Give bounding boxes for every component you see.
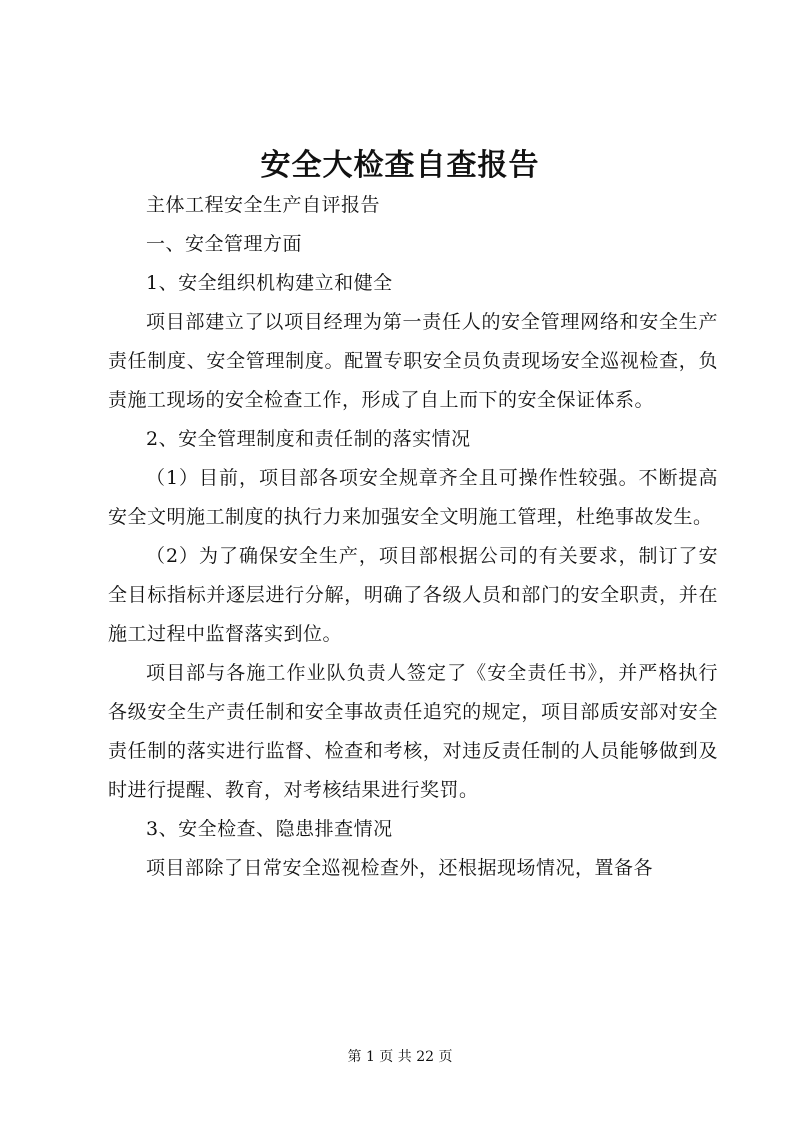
document-title: 安全大检查自查报告 (260, 148, 540, 183)
document-body (108, 186, 718, 888)
paragraph-body-2: （1）目前，项目部各项安全规章齐全且可操作性较强。不断提高安全文明施工制度的执行力来加强安全文明施工管理，杜绝事故发生。 (108, 467, 718, 528)
paragraph-body-5: 项目部除了日常安全巡视检查外，还根据现场情况，置备各 (146, 857, 654, 879)
paragraph-body-1: 项目部建立了以项目经理为第一责任人的安全管理网络和安全生产责任制度、安全管理制度。配置专职安全员负责现场安全巡视检查，负责施工现场的安全检查工作，形成了自上而下的安全保证体系。 (108, 311, 718, 411)
paragraph-heading-1-1: 1、安全组织机构建立和健全 (146, 272, 393, 294)
paragraph-heading-1-2: 2、安全管理制度和责任制的落实情况 (146, 428, 471, 450)
paragraph-body-4: 项目部与各施工作业队负责人签定了《安全责任书》，并严格执行各级安全生产责任制和安全事故责任追究的规定，项目部质安部对安全责任制的落实进行监督、检查和考核，对违反责任制的人员能够做到及时进行提醒、教育，对考核结果进行奖罚。 (108, 662, 718, 801)
paragraph-subtitle: 主体工程安全生产自评报告 (146, 194, 381, 216)
paragraph-heading-1-3: 3、安全检查、隐患排查情况 (146, 818, 393, 840)
page-footer: 第 1 页 共 22 页 (347, 1049, 453, 1065)
paragraph-body-3: （2）为了确保安全生产，项目部根据公司的有关要求，制订了安全目标指标并逐层进行分解，明确了各级人员和部门的安全职责，并在施工过程中监督落实到位。 (108, 545, 718, 645)
paragraph-section-1: 一、安全管理方面 (146, 233, 303, 255)
